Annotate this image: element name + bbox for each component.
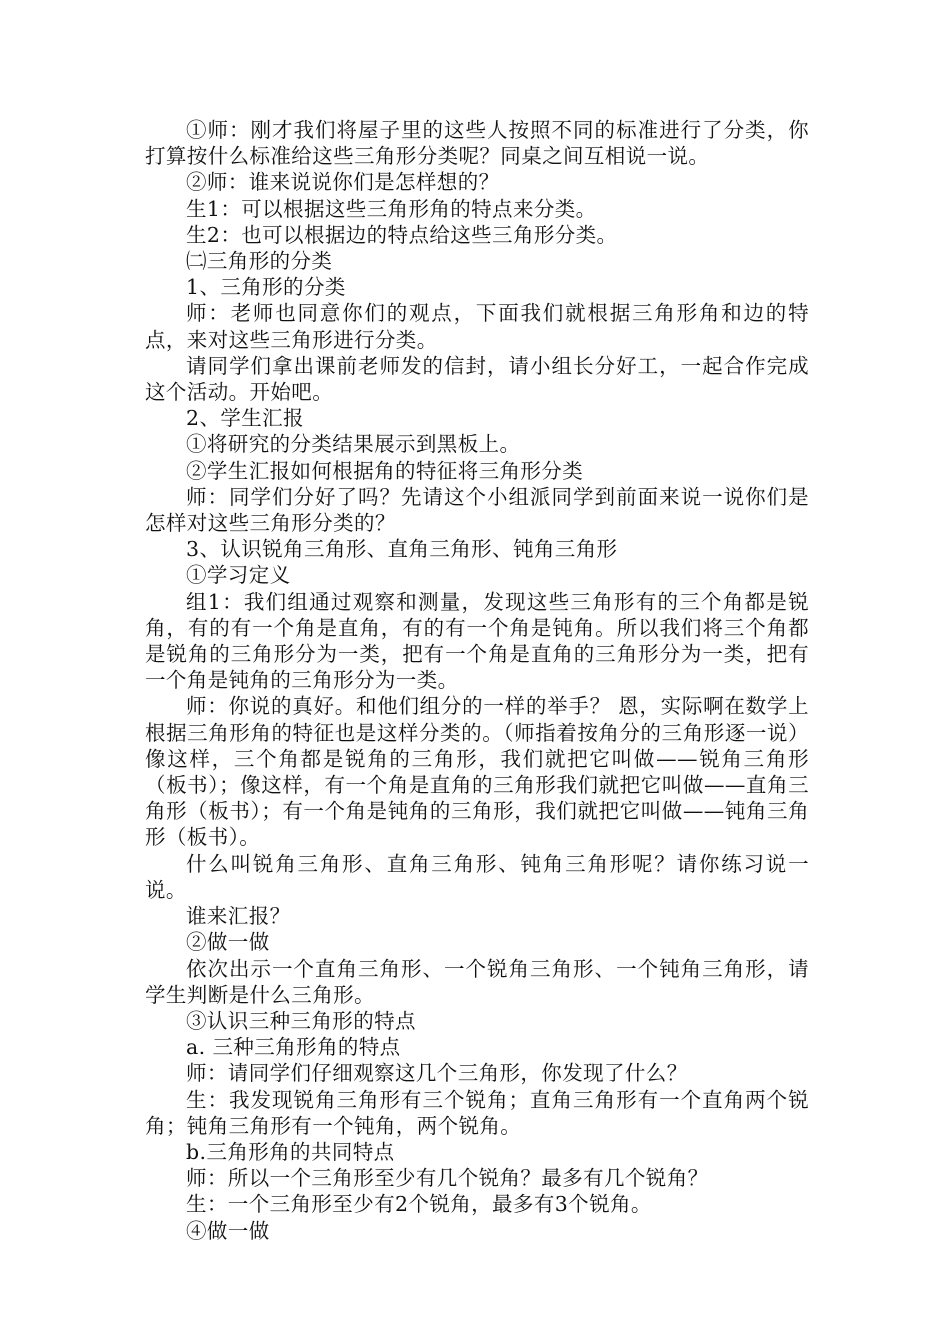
paragraph: 生：一个三角形至少有2个锐角，最多有3个锐角。 [186, 1192, 652, 1217]
subsection-heading: 3、认识锐角三角形、直角三角形、钝角三角形 [186, 537, 618, 562]
paragraph: ③认识三种三角形的特点 [186, 1008, 416, 1033]
document-body [145, 117, 809, 1244]
paragraph: 师：所以一个三角形至少有几个锐角？最多有几个锐角？ [186, 1166, 709, 1191]
paragraph: ②学生汇报如何根据角的特征将三角形分类 [186, 458, 584, 483]
paragraph: ②做一做 [186, 930, 270, 955]
paragraph: 师：老师也同意你们的观点，下面我们就根据三角形角和边的特点，来对这些三角形进行分类。 [145, 301, 809, 352]
subsection-heading: 1、三角形的分类 [186, 275, 346, 300]
paragraph: ②师：谁来说说你们是怎样想的？ [186, 170, 500, 195]
paragraph: 师：你说的真好。和他们组分的一样的举手？ 恩，实际啊在数学上根据三角形角的特征也是这样分类的。（师指着按角分的三角形逐一说）像这样，三个角都是锐角的三角形，我们就把它叫做——锐角三角形（板书）；像这样，有一个角是直角的三角形我们就把它叫做——直角三角形（板书）；有一个角是钝角的三角形，我们就把它叫做——钝角三角形（板书）。 [145, 694, 809, 850]
paragraph: 师：请同学们仔细观察这几个三角形，你发现了什么？ [186, 1061, 688, 1086]
paragraph: 生1：可以根据这些三角形角的特点来分类。 [186, 196, 597, 221]
paragraph: ①将研究的分类结果展示到黑板上。 [186, 432, 521, 457]
paragraph: 组1：我们组通过观察和测量，发现这些三角形有的三个角都是锐角，有的有一个角是直角，有的有一个角是钝角。所以我们将三个角都是锐角的三角形分为一类，把有一个角是直角的三角形分为一类，把有一个角是钝角的三角形分为一类。 [145, 589, 809, 693]
paragraph: 依次出示一个直角三角形、一个锐角三角形、一个钝角三角形，请学生判断是什么三角形。 [145, 956, 809, 1007]
section-heading: ㈡三角形的分类 [186, 249, 333, 274]
paragraph: 师：同学们分好了吗？先请这个小组派同学到前面来说一说你们是怎样对这些三角形分类的？ [145, 484, 809, 536]
subsection-heading: 2、学生汇报 [186, 406, 304, 431]
paragraph: 生：我发现锐角三角形有三个锐角；直角三角形有一个直角两个锐角；钝角三角形有一个钝角，两个锐角。 [145, 1087, 809, 1138]
paragraph: ④做一做 [186, 1218, 270, 1243]
paragraph: ①学习定义 [186, 563, 291, 588]
paragraph: a. 三种三角形角的特点 [186, 1035, 401, 1060]
paragraph: 生2：也可以根据边的特点给这些三角形分类。 [186, 222, 618, 247]
paragraph: 谁来汇报？ [186, 904, 291, 929]
paragraph: 什么叫锐角三角形、直角三角形、钝角三角形呢？请你练习说一说。 [145, 851, 809, 902]
paragraph: b.三角形角的共同特点 [186, 1139, 395, 1164]
paragraph: ①师：刚才我们将屋子里的这些人按照不同的标准进行了分类，你打算按什么标准给这些三角形分类呢？同桌之间互相说一说。 [145, 118, 809, 169]
paragraph: 请同学们拿出课前老师发的信封，请小组长分好工，一起合作完成这个活动。开始吧。 [145, 353, 809, 405]
